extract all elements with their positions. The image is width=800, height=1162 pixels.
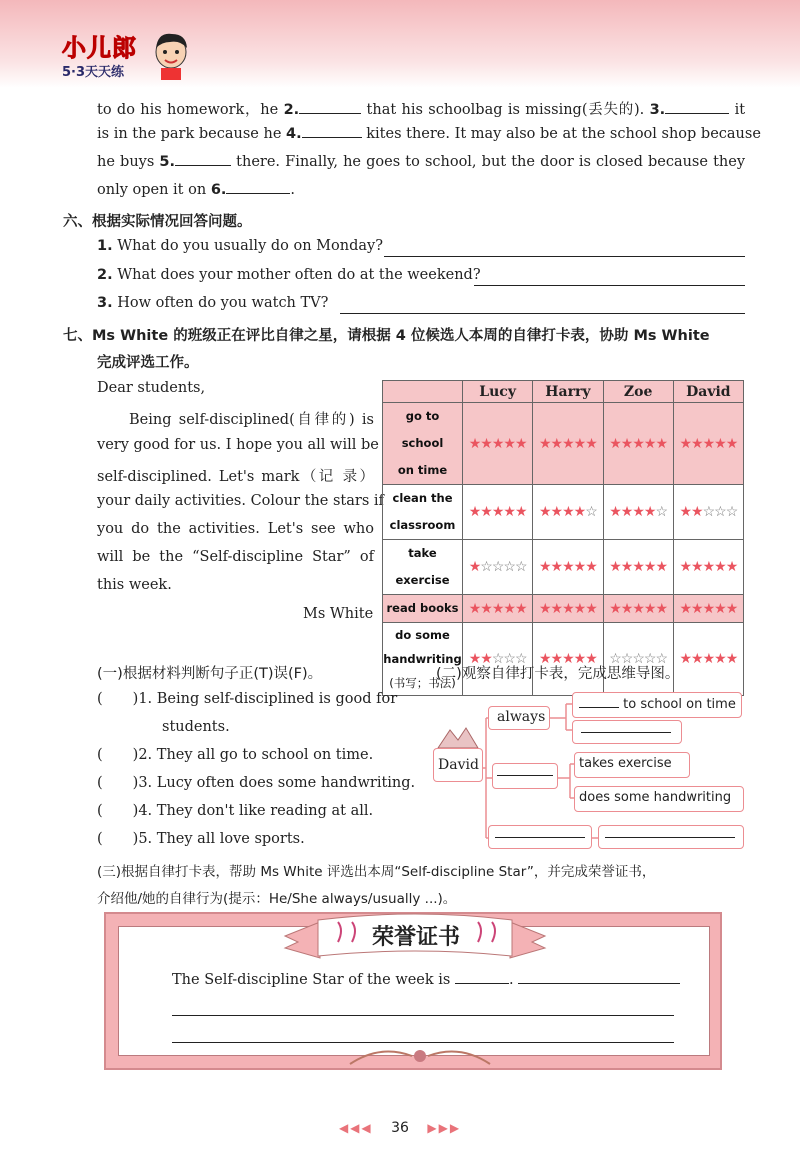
table-row bbox=[383, 485, 744, 540]
filled-star-icon: ★ bbox=[620, 504, 633, 520]
right-arrows-icon: ▶▶▶ bbox=[427, 1121, 462, 1135]
tf-item bbox=[97, 691, 397, 707]
question-1 bbox=[97, 238, 383, 254]
item-text: They don't like reading at all. bbox=[156, 803, 374, 819]
filled-star-icon: ★ bbox=[550, 600, 563, 617]
activity-cell bbox=[383, 403, 463, 485]
answer-blank[interactable] bbox=[518, 972, 680, 984]
filled-star-icon: ★ bbox=[468, 651, 481, 667]
filled-star-icon: ★ bbox=[562, 559, 574, 575]
filled-star-icon: ★ bbox=[573, 559, 586, 575]
table-header-row bbox=[383, 381, 744, 403]
letter-line: Being self-disciplined(自律的) is bbox=[129, 412, 374, 428]
paren: ( bbox=[97, 803, 103, 819]
filled-star-icon: ★ bbox=[585, 651, 597, 667]
filled-star-icon: ★ bbox=[643, 504, 656, 520]
filled-star-icon: ★ bbox=[585, 559, 597, 575]
letter-line: will be the “Self-discipline Star” of bbox=[97, 549, 374, 565]
empty-star-icon: ☆ bbox=[655, 651, 668, 667]
filled-star-icon: ★ bbox=[491, 435, 504, 452]
star-cell bbox=[463, 595, 533, 623]
filled-star-icon: ★ bbox=[679, 435, 692, 452]
certificate-text bbox=[172, 972, 680, 988]
activity-label: classroom bbox=[389, 518, 456, 532]
filled-star-icon: ★ bbox=[655, 600, 668, 617]
star-cell bbox=[603, 485, 673, 540]
filled-star-icon: ★ bbox=[702, 559, 715, 575]
filled-star-icon: ★ bbox=[550, 435, 563, 452]
filled-star-icon: ★ bbox=[632, 559, 644, 575]
filled-star-icon: ★ bbox=[562, 600, 574, 617]
mind-leaf bbox=[572, 720, 682, 744]
item-text: They all love sports. bbox=[156, 831, 305, 847]
item-number: )3. bbox=[132, 775, 153, 791]
empty-star-icon: ☆ bbox=[620, 651, 633, 667]
question-number: 2. bbox=[97, 267, 113, 283]
filled-star-icon: ★ bbox=[643, 559, 656, 575]
empty-star-icon: ☆ bbox=[480, 559, 492, 575]
empty-star-icon: ☆ bbox=[643, 651, 656, 667]
item-number: )1. bbox=[132, 691, 153, 707]
filled-star-icon: ★ bbox=[702, 651, 715, 667]
filled-star-icon: ★ bbox=[538, 435, 551, 452]
star-cell bbox=[673, 403, 743, 485]
filled-star-icon: ★ bbox=[480, 600, 492, 617]
item-number: )5. bbox=[132, 831, 153, 847]
tf-item bbox=[97, 831, 305, 847]
star-cell bbox=[533, 595, 603, 623]
filled-star-icon: ★ bbox=[655, 559, 668, 575]
answer-blank[interactable] bbox=[579, 696, 619, 708]
star-cell bbox=[673, 540, 743, 595]
tf-item bbox=[97, 747, 373, 763]
mind-leaf bbox=[598, 825, 744, 849]
passage-text: he buys bbox=[97, 154, 155, 170]
star-cell bbox=[463, 540, 533, 595]
activity-label: on time bbox=[397, 463, 448, 477]
filled-star-icon: ★ bbox=[679, 600, 692, 617]
paren: ( bbox=[97, 747, 103, 763]
filled-star-icon: ★ bbox=[691, 504, 703, 520]
filled-star-icon: ★ bbox=[550, 651, 563, 667]
passage-text: it bbox=[734, 102, 746, 118]
filled-star-icon: ★ bbox=[702, 600, 715, 617]
mind-root-box bbox=[433, 748, 483, 782]
answer-line[interactable] bbox=[384, 256, 745, 257]
tf-item bbox=[97, 803, 373, 819]
filled-star-icon: ★ bbox=[691, 651, 703, 667]
filled-star-icon: ★ bbox=[691, 435, 703, 452]
filled-star-icon: ★ bbox=[632, 504, 644, 520]
passage-line-2 bbox=[97, 126, 761, 142]
item-text: They all go to school on time. bbox=[156, 747, 374, 763]
letter-line: your daily activities. Colour the stars if bbox=[97, 493, 384, 509]
passage-text: to do his homework，he bbox=[97, 102, 279, 118]
filled-star-icon: ★ bbox=[468, 600, 481, 617]
star-cell bbox=[603, 595, 673, 623]
question-number: 1. bbox=[97, 238, 113, 254]
empty-star-icon: ☆ bbox=[725, 504, 738, 520]
filled-star-icon: ★ bbox=[714, 435, 726, 452]
tf-item-cont: students. bbox=[162, 719, 230, 735]
filled-star-icon: ★ bbox=[585, 435, 597, 452]
answer-blank[interactable] bbox=[226, 182, 290, 194]
filled-star-icon: ★ bbox=[538, 651, 551, 667]
empty-star-icon: ☆ bbox=[491, 651, 504, 667]
certificate-ornament-icon bbox=[340, 1042, 500, 1070]
passage-text: . bbox=[290, 182, 296, 198]
empty-star-icon: ☆ bbox=[491, 559, 504, 575]
activity-label: (书写；书法) bbox=[389, 676, 456, 690]
passage-text: only open it on bbox=[97, 182, 207, 198]
empty-star-icon: ☆ bbox=[514, 651, 527, 667]
star-cell bbox=[603, 623, 673, 696]
answer-blank[interactable] bbox=[581, 721, 671, 733]
blank-number: 5. bbox=[159, 154, 176, 170]
passage-line-1 bbox=[97, 98, 745, 119]
passage-line-4 bbox=[97, 182, 295, 198]
letter-line: this week. bbox=[97, 577, 172, 593]
item-text: Lucy often does some handwriting. bbox=[156, 775, 416, 791]
blank-number: 6. bbox=[210, 182, 227, 198]
passage-line-3 bbox=[97, 154, 745, 170]
blank-number: 2. bbox=[283, 102, 300, 118]
filled-star-icon: ★ bbox=[714, 559, 726, 575]
answer-blank[interactable] bbox=[455, 972, 509, 984]
filled-star-icon: ★ bbox=[562, 435, 574, 452]
filled-star-icon: ★ bbox=[585, 600, 597, 617]
filled-star-icon: ★ bbox=[573, 600, 586, 617]
activity-label: exercise bbox=[395, 573, 450, 587]
part-3-title: (三)根据自律打卡表，帮助 Ms White 评选出本周“Self-discipline Star”，并完成荣誉证书， bbox=[97, 864, 656, 880]
letter-line: self-disciplined. Let's mark（记 录） bbox=[97, 469, 374, 485]
table-row bbox=[383, 623, 744, 696]
mind-node bbox=[492, 763, 558, 789]
section-7-title: 七、Ms White 的班级正在评比自律之星，请根据 4 位候选人本周的自律打卡表，协助 Ms White bbox=[63, 328, 710, 344]
table-row bbox=[383, 595, 744, 623]
empty-star-icon: ☆ bbox=[702, 504, 715, 520]
mind-node bbox=[488, 825, 592, 849]
passage-text: that his schoolbag is missing(丢失的). bbox=[366, 102, 645, 118]
filled-star-icon: ★ bbox=[620, 435, 633, 452]
passage-text: there. Finally, he goes to school, but the door is closed because they bbox=[236, 154, 746, 170]
star-cell bbox=[673, 623, 743, 696]
empty-star-icon: ☆ bbox=[655, 504, 668, 520]
logo-subtitle: 5·3天天练 bbox=[62, 65, 125, 80]
empty-star-icon: ☆ bbox=[585, 504, 597, 520]
filled-star-icon: ★ bbox=[562, 651, 574, 667]
filled-star-icon: ★ bbox=[573, 435, 586, 452]
answer-blank[interactable] bbox=[175, 154, 231, 166]
answer-blank[interactable] bbox=[302, 126, 362, 138]
filled-star-icon: ★ bbox=[468, 435, 481, 452]
letter-line: you do the activities. Let's see who bbox=[97, 521, 374, 537]
filled-star-icon: ★ bbox=[609, 600, 621, 617]
filled-star-icon: ★ bbox=[725, 559, 738, 575]
filled-star-icon: ★ bbox=[562, 504, 574, 520]
answer-line[interactable] bbox=[474, 285, 745, 286]
filled-star-icon: ★ bbox=[679, 651, 692, 667]
mascot-boy-icon bbox=[150, 30, 192, 80]
activity-cell bbox=[383, 485, 463, 540]
star-cell bbox=[673, 595, 743, 623]
filled-star-icon: ★ bbox=[480, 435, 492, 452]
filled-star-icon: ★ bbox=[609, 504, 621, 520]
filled-star-icon: ★ bbox=[550, 504, 563, 520]
filled-star-icon: ★ bbox=[679, 559, 692, 575]
star-cell bbox=[463, 485, 533, 540]
part-3-title-cont: 介绍他/她的自律行为(提示：He/She always/usually ...)。 bbox=[97, 891, 457, 907]
empty-star-icon: ☆ bbox=[503, 559, 515, 575]
star-cell bbox=[673, 485, 743, 540]
filled-star-icon: ★ bbox=[632, 435, 644, 452]
filled-star-icon: ★ bbox=[503, 435, 515, 452]
part-1-title: (一)根据材料判断句子正(T)误(F)。 bbox=[97, 666, 323, 682]
filled-star-icon: ★ bbox=[643, 600, 656, 617]
section-7-title-cont: 完成评选工作。 bbox=[97, 355, 199, 371]
filled-star-icon: ★ bbox=[503, 504, 515, 520]
activity-label: do some bbox=[395, 628, 450, 642]
answer-line[interactable] bbox=[172, 1015, 674, 1016]
answer-blank[interactable] bbox=[605, 826, 735, 838]
passage-text: is in the park because he bbox=[97, 126, 282, 142]
filled-star-icon: ★ bbox=[620, 559, 633, 575]
table-corner bbox=[383, 381, 463, 403]
filled-star-icon: ★ bbox=[725, 651, 738, 667]
leaf-label: does some handwriting bbox=[579, 790, 732, 805]
item-number: )4. bbox=[132, 803, 153, 819]
filled-star-icon: ★ bbox=[691, 559, 703, 575]
empty-star-icon: ☆ bbox=[609, 651, 621, 667]
node-label: always bbox=[497, 709, 546, 725]
letter-greeting: Dear students, bbox=[97, 380, 206, 396]
filled-star-icon: ★ bbox=[491, 600, 504, 617]
question-3 bbox=[97, 295, 328, 311]
letter-line: very good for us. I hope you all will be bbox=[97, 437, 379, 453]
table-header: Lucy bbox=[463, 381, 533, 403]
filled-star-icon: ★ bbox=[514, 435, 527, 452]
filled-star-icon: ★ bbox=[573, 504, 586, 520]
mind-leaf bbox=[572, 692, 742, 718]
mind-leaf bbox=[574, 786, 744, 812]
filled-star-icon: ★ bbox=[550, 559, 563, 575]
star-cell bbox=[603, 540, 673, 595]
star-cell bbox=[603, 403, 673, 485]
filled-star-icon: ★ bbox=[538, 504, 551, 520]
filled-star-icon: ★ bbox=[514, 504, 527, 520]
star-cell bbox=[463, 403, 533, 485]
question-text: What does your mother often do at the weekend? bbox=[117, 267, 481, 283]
mind-node-always bbox=[488, 706, 550, 730]
filled-star-icon: ★ bbox=[620, 600, 633, 617]
filled-star-icon: ★ bbox=[702, 435, 715, 452]
empty-star-icon: ☆ bbox=[632, 651, 644, 667]
filled-star-icon: ★ bbox=[503, 600, 515, 617]
filled-star-icon: ★ bbox=[538, 600, 551, 617]
answer-blank[interactable] bbox=[665, 102, 729, 114]
star-cell bbox=[533, 540, 603, 595]
filled-star-icon: ★ bbox=[491, 504, 504, 520]
activity-label: clean the bbox=[392, 491, 453, 505]
star-cell bbox=[533, 623, 603, 696]
logo-title: 小儿郎 bbox=[62, 34, 137, 62]
answer-line[interactable] bbox=[340, 313, 745, 314]
mountain-icon bbox=[438, 728, 478, 748]
cert-sentence: The Self-discipline Star of the week is bbox=[172, 972, 451, 988]
letter-signature: Ms White bbox=[303, 606, 374, 622]
filled-star-icon: ★ bbox=[655, 435, 668, 452]
answer-blank[interactable] bbox=[299, 102, 361, 114]
question-text: How often do you watch TV? bbox=[117, 295, 329, 311]
part-2-title: (二)观察自律打卡表，完成思维导图。 bbox=[436, 666, 680, 682]
question-number: 3. bbox=[97, 295, 113, 311]
filled-star-icon: ★ bbox=[714, 651, 726, 667]
filled-star-icon: ★ bbox=[480, 651, 492, 667]
filled-star-icon: ★ bbox=[725, 600, 738, 617]
paren: ( bbox=[97, 831, 103, 847]
filled-star-icon: ★ bbox=[480, 504, 492, 520]
cert-dot: . bbox=[508, 972, 514, 988]
brand-logo bbox=[62, 28, 137, 80]
filled-star-icon: ★ bbox=[714, 600, 726, 617]
activity-label: handwriting bbox=[383, 652, 462, 666]
star-cell bbox=[533, 403, 603, 485]
answer-blank[interactable] bbox=[497, 764, 553, 776]
section-6-title: 六、根据实际情况回答问题。 bbox=[63, 214, 252, 230]
filled-star-icon: ★ bbox=[573, 651, 586, 667]
question-2 bbox=[97, 267, 481, 283]
leaf-label: to school on time bbox=[623, 697, 736, 712]
mind-leaf bbox=[574, 752, 690, 778]
table-row bbox=[383, 403, 744, 485]
filled-star-icon: ★ bbox=[514, 600, 527, 617]
item-text: Being self-disciplined is good for bbox=[156, 691, 398, 707]
activity-cell bbox=[383, 623, 463, 696]
activity-cell bbox=[383, 595, 463, 623]
answer-blank[interactable] bbox=[495, 826, 585, 838]
filled-star-icon: ★ bbox=[643, 435, 656, 452]
activity-label: take bbox=[408, 546, 437, 560]
filled-star-icon: ★ bbox=[609, 435, 621, 452]
activity-cell bbox=[383, 540, 463, 595]
table-header: David bbox=[673, 381, 743, 403]
filled-star-icon: ★ bbox=[632, 600, 644, 617]
table-header: Zoe bbox=[603, 381, 673, 403]
question-text: What do you usually do on Monday? bbox=[117, 238, 383, 254]
root-label: David bbox=[438, 757, 479, 773]
filled-star-icon: ★ bbox=[691, 600, 703, 617]
tf-item bbox=[97, 775, 415, 791]
empty-star-icon: ☆ bbox=[714, 504, 726, 520]
empty-star-icon: ☆ bbox=[503, 651, 515, 667]
paren: ( bbox=[97, 775, 103, 791]
leaf-label: takes exercise bbox=[579, 756, 672, 771]
left-arrows-icon: ◀◀◀ bbox=[338, 1121, 373, 1135]
filled-star-icon: ★ bbox=[679, 504, 692, 520]
star-cell bbox=[463, 623, 533, 696]
page-footer bbox=[0, 1120, 800, 1136]
empty-star-icon: ☆ bbox=[514, 559, 527, 575]
paren: ( bbox=[97, 691, 103, 707]
star-cell bbox=[533, 485, 603, 540]
activity-label: go to school bbox=[401, 409, 444, 450]
filled-star-icon: ★ bbox=[468, 559, 481, 575]
passage-text: kites there. It may also be at the school shop because bbox=[366, 126, 761, 142]
filled-star-icon: ★ bbox=[468, 504, 481, 520]
blank-number: 3. bbox=[649, 102, 666, 118]
page-number: 36 bbox=[391, 1120, 409, 1136]
filled-star-icon: ★ bbox=[725, 435, 738, 452]
table-row bbox=[383, 540, 744, 595]
checkin-table bbox=[382, 380, 744, 696]
certificate-title: 荣誉证书 bbox=[372, 925, 461, 950]
table-header: Harry bbox=[533, 381, 603, 403]
filled-star-icon: ★ bbox=[538, 559, 551, 575]
activity-label: read books bbox=[386, 601, 459, 615]
item-number: )2. bbox=[132, 747, 153, 763]
blank-number: 4. bbox=[286, 126, 302, 142]
filled-star-icon: ★ bbox=[609, 559, 621, 575]
